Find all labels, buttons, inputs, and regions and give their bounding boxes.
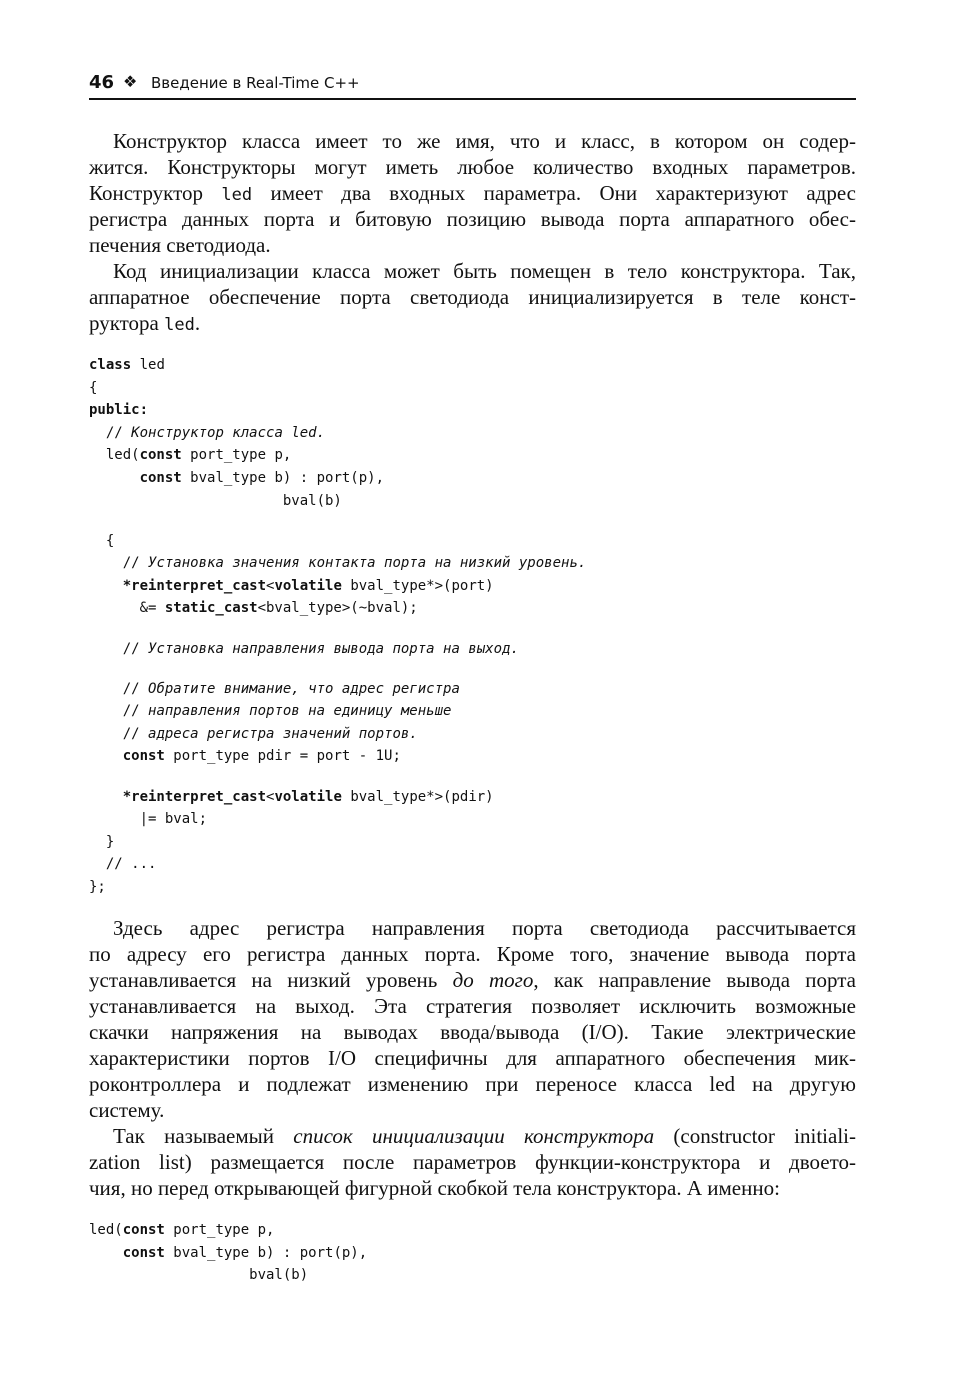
code-token: volatile [274,577,342,594]
paragraph-line [89,1045,856,1071]
paragraph-line [89,206,856,232]
text-run: port_type p, [164,1222,275,1238]
text-run: // [89,680,149,697]
text-run: печения светодиода. [89,233,271,257]
text-run: bval_type*>(port) [341,577,494,594]
text-run: по адресу его регистра данных порта. Кроме того, значение вывода порта [89,942,856,966]
text-run: |= bval; [89,811,208,828]
code-line [89,1264,367,1287]
text-run [89,578,123,594]
code-line [89,575,586,598]
paragraph-line [89,128,856,154]
code-line [89,1219,367,1242]
code-line [89,723,586,746]
text-run: регистра данных порта и битовую позицию вывода порта аппаратного обес- [89,207,856,231]
text-run: чия, но перед открывающей фигурной скобкой тела конструктора. А именно: [89,1176,780,1200]
paragraph-line [89,284,856,310]
text-run: &= [89,600,165,617]
code-line [89,377,586,400]
ornament-icon: ❖ [123,72,138,91]
code-token: class [89,357,132,373]
body-text-middle [89,915,856,1201]
code-line [89,831,586,854]
code-token: public: [89,402,149,419]
text-run: }; [89,878,106,895]
code-line [89,444,586,467]
emphasis-text: Установка направления вывода порта на выход. [148,640,519,657]
code-listing-led-class [89,354,586,898]
text-run: bval(b) [89,492,342,509]
code-line [89,745,586,768]
code-token: led [164,315,195,335]
code-line [89,399,586,422]
code-line [89,786,586,809]
text-run: Так называемый [113,1124,294,1148]
code-token: volatile [274,788,342,805]
code-token: const [122,748,165,765]
paragraph-line [89,154,856,180]
emphasis-text: Конструктор класса led. [131,424,326,441]
emphasis-text: направления портов на единицу меньше [148,703,452,720]
text-run: led [131,357,165,373]
text-run: аппаратное обеспечение порта светодиода инициализируется в теле конст- [89,285,856,309]
body-text-top [89,128,856,336]
paragraph-line [89,258,856,284]
code-line [89,638,586,661]
emphasis-text: Установка значения контакта порта на низкий уровень. [148,555,587,572]
text-run: // [89,640,149,657]
text-run: Код инициализации класса может быть помещен в тело конструктора. Так, [113,259,856,283]
text-run: port_type p, [181,447,292,464]
paragraph-line [89,1149,856,1175]
text-run: bval_type*>(pdir) [341,788,494,805]
text-run: zation list) размещается после параметров функции-конструктора и двоето- [89,1150,856,1174]
text-run: (constructor initiali- [654,1124,856,1148]
code-token: const [122,1244,165,1261]
text-run: < [266,577,275,594]
emphasis-text: адреса регистра значений портов. [148,725,418,742]
code-line [89,467,586,490]
paragraph-line [89,1071,856,1097]
text-run: имеет два входных параметра. Они характеризуют адрес [252,181,856,205]
text-run: bval_type b) : port(p), [181,469,385,486]
paragraph-line [89,915,856,941]
emphasis-text: Обратите внимание, что адрес регистра [148,680,460,697]
paragraph-line [89,232,856,258]
paragraph-line [89,1097,856,1123]
text-run: характеристики портов I/O специфичны для аппаратного обеспечения мик- [89,1046,856,1070]
text-run: { [89,532,115,549]
code-line [89,552,586,575]
code-line [89,512,586,530]
text-run: } [89,833,115,850]
text-run: Конструктор класса имеет то же имя, что и класс, в котором он содер- [113,129,856,153]
text-run: жится. Конструкторы могут иметь любое количество входных параметров. [89,155,856,179]
code-line [89,678,586,701]
text-run: скачки напряжения на выводах ввода/вывода (I/O). Такие электрические [89,1020,856,1044]
code-token: *reinterpret_cast [122,788,267,805]
text-run [89,1245,123,1261]
code-token: const [139,447,182,464]
text-run: { [89,379,98,396]
book-title: Введение в Real-Time C++ [151,74,360,92]
text-run: систему. [89,1098,165,1122]
code-token: const [122,1222,165,1238]
text-run: устанавливается на выход. Эта стратегия позволяет исключить возможные [89,994,856,1018]
code-line [89,660,586,678]
text-run: < [266,788,275,805]
text-run: // [89,725,149,742]
paragraph-line [89,180,856,206]
text-run: <bval_type>(~bval); [257,600,418,617]
code-line [89,597,586,620]
text-run: руктора [89,311,165,335]
code-token: const [139,469,182,486]
paragraph-line [89,1019,856,1045]
page-number: 46 [89,72,115,93]
running-header [89,72,856,100]
code-listing-init-list [89,1219,367,1287]
text-run: устанавливается на низкий уровень [89,968,453,992]
text-run: // [89,424,132,441]
text-run: роконтроллера и подлежат изменению при переносе класса led на другую [89,1072,856,1096]
paragraph-line [89,1123,856,1149]
code-line [89,876,586,899]
text-run: . [194,311,201,335]
paragraph-line [89,310,856,336]
code-line [89,808,586,831]
code-line [89,1242,367,1265]
text-run: // [89,703,149,720]
code-token: led [221,185,253,205]
paragraph-line [89,1175,856,1201]
code-line [89,853,586,876]
code-line [89,354,586,377]
text-run: led( [89,1222,123,1238]
text-run: Здесь адрес регистра направления порта светодиода рассчитывается [113,916,856,940]
code-line [89,530,586,553]
code-line [89,768,586,786]
paragraph-line [89,967,856,993]
text-run [89,470,140,486]
code-token: *reinterpret_cast [122,577,267,594]
code-line [89,620,586,638]
paragraph-line [89,993,856,1019]
emphasis-text: до того [452,968,534,992]
text-run [89,748,123,764]
emphasis-text: список инициализации конструктора [293,1124,655,1148]
text-run: // [89,555,149,572]
paragraph-line [89,941,856,967]
code-line [89,422,586,445]
code-line [89,700,586,723]
text-run: bval_type b) : port(p), [164,1244,368,1261]
text-run: led( [89,447,140,464]
text-run: , как направление вывода порта [533,968,857,992]
text-run [89,789,123,805]
code-token: static_cast [164,600,258,617]
code-line [89,490,586,513]
text-run: Конструктор [89,181,222,205]
text-run: // ... [89,856,157,873]
text-run: bval(b) [89,1267,309,1284]
text-run: port_type pdir = port - 1U; [164,748,401,765]
